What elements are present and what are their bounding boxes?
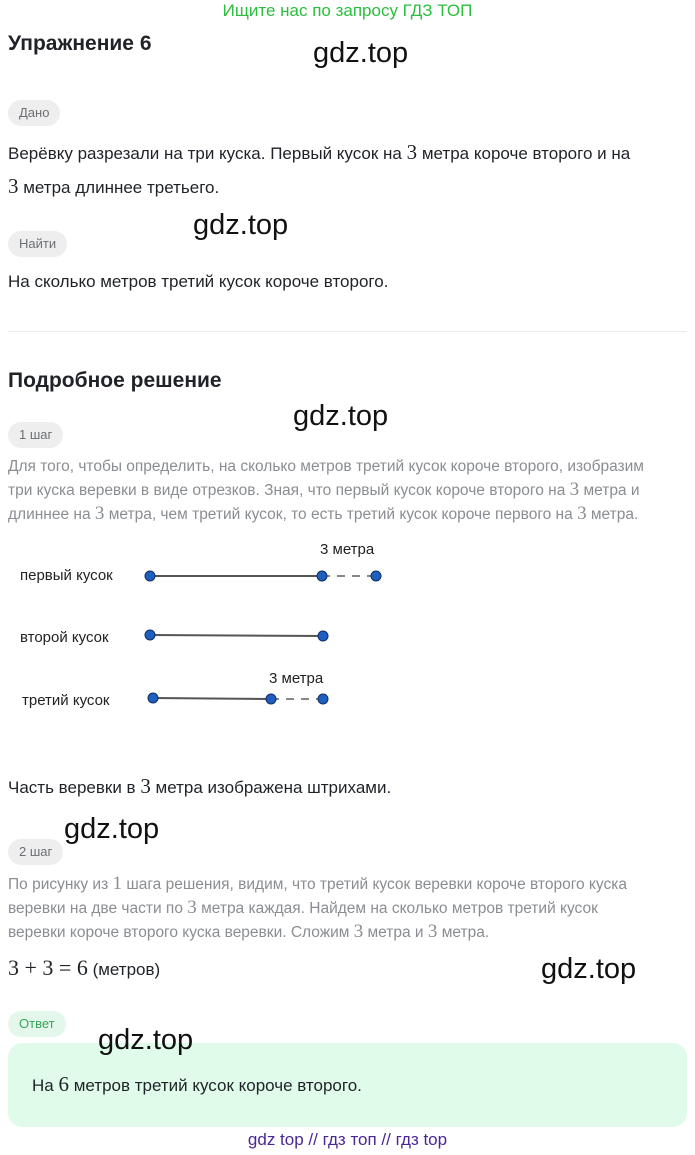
answer-b: метров третий кусок короче второго. [73, 1076, 362, 1095]
step2-text [8, 872, 693, 944]
given-line1-a: Верёвку разрезали на три куска. Первый кусок на [8, 144, 402, 163]
find-badge: Найти [8, 231, 67, 257]
first-piece-mid-point [317, 571, 327, 581]
watermark: gdz.top [64, 813, 160, 845]
step2-line3-num: 3 [353, 921, 364, 942]
given-line2-num: 3 [8, 174, 19, 198]
label-second-piece: второй кусок [20, 629, 109, 646]
step2-line3-b: метра и [367, 924, 424, 941]
equation: 3 + 3 = 6 [8, 955, 88, 980]
step1-badge: 1 шаг [8, 422, 63, 448]
watermark: gdz.top [193, 209, 289, 241]
dashed-note-a: Часть веревки в [8, 778, 136, 797]
step1-line2-b: метра и [583, 482, 640, 499]
footer-links[interactable]: gdz top // гдз топ // гдз top [247, 1130, 448, 1149]
third-piece-solid [153, 698, 271, 699]
third-piece-end-point [318, 694, 328, 704]
watermark: gdz.top [98, 1024, 194, 1056]
page-title: Упражнение 6 [8, 32, 152, 55]
step2-line3-c: метра. [441, 924, 490, 941]
dashed-note-num: 3 [140, 774, 151, 798]
step2-line3-num2: 3 [427, 921, 438, 942]
step1-line1: Для того, чтобы определить, на сколько метров третий кусок короче второго, изобразим [8, 458, 644, 475]
given-line1-num: 3 [406, 140, 418, 164]
step2-line1-num: 1 [112, 873, 122, 894]
given-badge: Дано [8, 100, 60, 126]
given-line2-b: метра длиннее третьего. [23, 178, 220, 197]
watermark: gdz.top [541, 953, 637, 985]
watermark: gdz.top [293, 400, 389, 432]
equation-row [8, 951, 160, 986]
step1-line3-b: метра, чем третий кусок, то есть третий кусок короче первого на [108, 506, 573, 523]
equation-unit: (метров) [92, 960, 161, 979]
first-piece-end-point [371, 571, 381, 581]
answer-badge: Ответ [8, 1011, 66, 1037]
answer-num: 6 [58, 1072, 69, 1096]
section-divider [8, 331, 687, 332]
step1-line3-c: метра. [590, 506, 639, 523]
third-piece-mid-point [266, 694, 276, 704]
annotation-third: 3 метра [269, 670, 324, 687]
step2-line1-a: По рисунку из [8, 876, 109, 893]
step1-line3-num: 3 [94, 503, 105, 524]
answer-text [32, 1072, 362, 1097]
watermark: gdz.top [313, 37, 409, 69]
annotation-first: 3 метра [320, 541, 375, 558]
label-third-piece: третий кусок [22, 692, 110, 709]
step2-line2-b: метра каждая. Найдем на сколько метров третий кусок [201, 900, 598, 917]
label-first-piece: первый кусок [20, 567, 113, 584]
step2-badge: 2 шаг [8, 839, 63, 865]
answer-a: На [32, 1076, 54, 1095]
step1-text [8, 455, 693, 526]
step2-line2-a: веревки на две части по [8, 900, 183, 917]
step2-line3-a: веревки короче второго куска веревки. Сложим [8, 924, 350, 941]
solution-title: Подробное решение [8, 369, 222, 392]
second-piece-solid [150, 635, 323, 636]
step2-line2-num: 3 [187, 897, 197, 918]
third-piece-start-point [148, 693, 158, 703]
step2-line1-b: шага решения, видим, что третий кусок веревки короче второго куска [126, 876, 627, 893]
step1-line3-num2: 3 [577, 503, 587, 524]
segments-diagram [0, 530, 420, 730]
top-banner[interactable]: Ищите нас по запросу ГДЗ ТОП [222, 1, 473, 20]
step1-line3-a: длиннее на [8, 506, 91, 523]
dashed-note [8, 770, 391, 804]
dashed-note-b: метра изображена штрихами. [155, 778, 392, 797]
step1-line2-num: 3 [569, 479, 580, 500]
given-line1-b: метра короче второго и на [421, 144, 631, 163]
second-piece-start-point [145, 630, 155, 640]
second-piece-end-point [318, 631, 328, 641]
find-text: На сколько метров третий кусок короче второго. [8, 272, 389, 291]
first-piece-start-point [145, 571, 155, 581]
given-text [8, 136, 688, 204]
step1-line2-a: три куска веревки в виде отрезков. Зная, что первый кусок короче второго на [8, 482, 566, 499]
